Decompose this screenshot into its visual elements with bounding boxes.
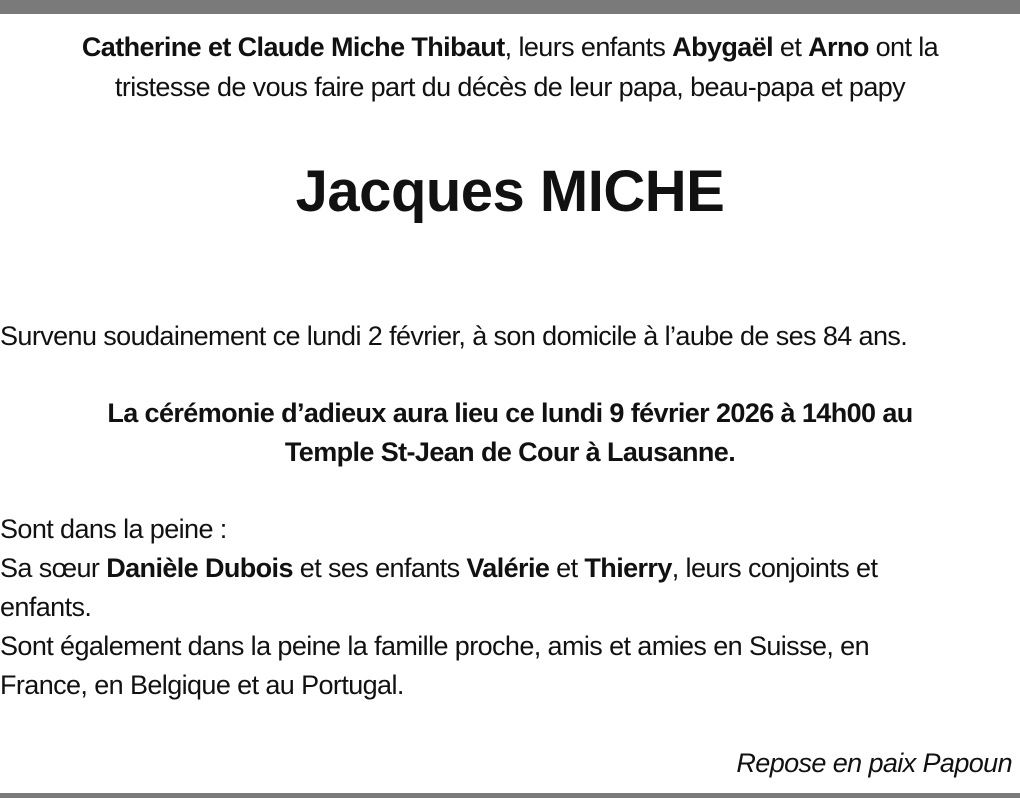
sister-name: Danièle Dubois: [106, 553, 293, 583]
intro-text-3: ont la: [868, 32, 939, 62]
mourners-heading: Sont dans la peine :: [0, 514, 227, 544]
ceremony-details: [0, 394, 1020, 472]
death-notice: Survenu soudainement ce lundi 2 février, à son domicile à l’aube de ses 84 ans.: [0, 321, 908, 351]
ceremony-line-2: Temple St-Jean de Cour à Lausanne.: [284, 437, 736, 467]
suffix-line-1: , leurs conjoints et: [671, 553, 878, 583]
intro-text-1: , leurs enfants: [504, 32, 673, 62]
closing-message: Repose en paix Papoun: [736, 748, 1012, 778]
intro-line-2: tristesse de vous faire part du décès de leur papa, beau-papa et papy: [114, 72, 906, 102]
nephew-niece-2: Thierry: [584, 553, 672, 583]
children-text: et ses enfants: [292, 553, 467, 583]
bottom-border-rule: [0, 793, 1020, 798]
intro-line-1: [10, 27, 1010, 67]
sister-prefix: Sa sœur: [0, 553, 107, 583]
parents-names: Catherine et Claude Miche Thibaut: [81, 32, 505, 62]
sister-line: [0, 549, 1020, 588]
intro-text-2: et: [773, 32, 809, 62]
child-name-2: Arno: [808, 32, 869, 62]
family-line-2: France, en Belgique et au Portugal.: [0, 670, 404, 700]
child-name-1: Abygaël: [672, 32, 774, 62]
deceased-name: Jacques MICHE: [295, 159, 725, 224]
announcement-intro: [10, 27, 1010, 107]
ceremony-line-1: La cérémonie d’adieux aura lieu ce lundi 9 février 2026 à 14h00 au: [107, 398, 913, 428]
mourners-section: [0, 510, 1020, 705]
and-text: et: [549, 553, 585, 583]
family-line-1: Sont également dans la peine la famille proche, amis et amies en Suisse, en: [0, 631, 870, 661]
suffix-line-2: enfants.: [0, 592, 92, 622]
nephew-niece-1: Valérie: [466, 553, 550, 583]
